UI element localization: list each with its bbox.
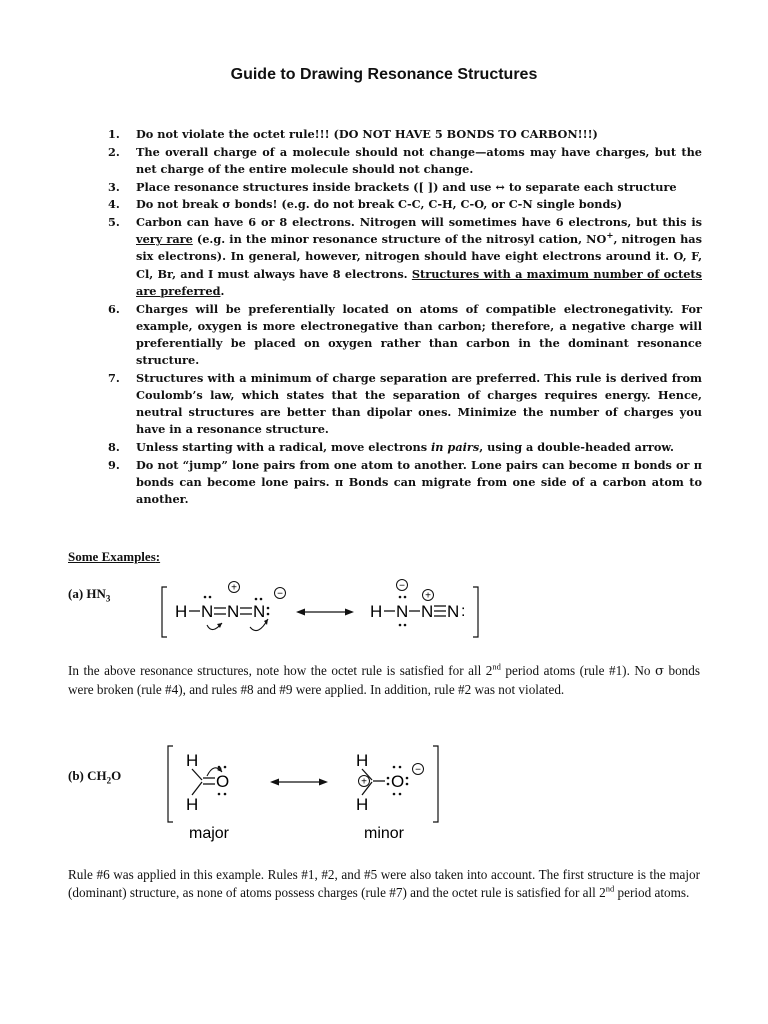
- left-h-atom: H: [175, 602, 188, 621]
- rule-number: 2.: [108, 144, 120, 159]
- right-minus-charge: −: [399, 580, 405, 592]
- right-lone-pair: :: [461, 603, 466, 620]
- superscript: nd: [492, 661, 501, 672]
- rule-item: [108, 144, 702, 178]
- ch2o-resonance-diagram: [160, 742, 450, 844]
- lone-pair-dot: [209, 596, 212, 599]
- right-plus-charge: +: [425, 590, 431, 602]
- superscript: nd: [605, 883, 615, 894]
- rule-text: .: [220, 283, 225, 298]
- lone-pair-dot: [267, 613, 270, 616]
- right-plus-charge: +: [361, 776, 367, 788]
- lone-pair-dot: [255, 598, 258, 601]
- rule-item: [108, 179, 702, 196]
- left-bracket: [162, 587, 167, 637]
- rule-text: Place resonance structures inside brackets ([ ]) and use ↔ to separate each structure: [136, 179, 677, 194]
- left-h-bottom-atom: H: [186, 795, 199, 814]
- lone-pair-dot: [267, 607, 270, 610]
- rule-item: [108, 214, 702, 300]
- rule-text: Do not break: [136, 197, 223, 212]
- lone-pair-dot: [224, 766, 227, 769]
- rule-text: bonds! (e.g. do not break C-C, C-H, C-O, or C-N single bonds): [230, 197, 623, 212]
- rule-text: bonds can become lone pairs.: [136, 475, 336, 490]
- rule-text: Bonds can migrate from one side of a carbon atom to another.: [136, 475, 702, 507]
- right-n1-atom: N: [396, 602, 409, 621]
- lone-pair-dot: [260, 598, 263, 601]
- lone-pair-dot: [399, 766, 402, 769]
- right-n2-atom: N: [421, 602, 434, 621]
- lone-pair-dot: [387, 777, 390, 780]
- rule-number: 6.: [108, 301, 120, 316]
- example-a-label-text: (a) HN: [68, 586, 106, 601]
- right-h-bottom-atom: H: [356, 795, 369, 814]
- rule-text: Unless starting with a radical, move electrons: [136, 440, 431, 455]
- lone-pair-dot: [406, 777, 409, 780]
- italic-text: in pairs: [430, 440, 480, 455]
- lone-pair-dot: [399, 624, 402, 627]
- right-bracket: [473, 587, 478, 637]
- underlined-text: very rare: [136, 232, 193, 247]
- hn3-resonance-diagram: [150, 575, 490, 645]
- left-h-top-atom: H: [186, 751, 199, 770]
- examples-heading: [68, 549, 160, 565]
- sigma-symbol: σ: [222, 197, 231, 212]
- page-title: Guide to Drawing Resonance Structures: [230, 66, 538, 83]
- lone-pair-dot: [387, 783, 390, 786]
- rule-text: Carbon can have 6 or 8 electrons. Nitrogen will sometimes have 6 electrons, but this is: [136, 215, 702, 230]
- lone-pair-dot: [393, 793, 396, 796]
- superscript: +: [606, 231, 614, 242]
- rule-item: [108, 457, 702, 509]
- pi-symbol: π: [693, 457, 702, 472]
- example-a-label-subscript: 3: [105, 593, 111, 604]
- paragraph-text: period atoms (rule #1). No: [500, 663, 655, 678]
- resonance-arrowhead-right: [345, 609, 354, 616]
- rule-number: 3.: [108, 179, 120, 194]
- rule-number: 8.: [108, 440, 120, 455]
- example-b-label-text: (b) CH: [68, 768, 107, 783]
- rule-item: [108, 126, 702, 143]
- lone-pair-dot: [399, 793, 402, 796]
- paragraph-text: Rule #6 was applied in this example. Rules #1, #2, and #5 were also taken into account. The first structure is the major (dominant) structure, as none of atoms possess charges (rule #7) and the octet rule is satisfied for all 2: [68, 867, 700, 900]
- paragraph-a: [68, 662, 700, 699]
- examples-heading-text: Some Examples: [68, 549, 156, 564]
- left-bracket: [168, 746, 173, 822]
- rule-text: bonds or: [629, 457, 694, 472]
- rule-number: 4.: [108, 197, 120, 212]
- lone-pair-dot: [204, 596, 207, 599]
- resonance-arrowhead-right: [319, 779, 328, 786]
- right-minus-charge: −: [415, 764, 421, 776]
- left-o-atom: O: [216, 772, 230, 791]
- ch-bond-top: [192, 769, 202, 780]
- minor-caption: minor: [364, 825, 405, 842]
- lone-pair-dot: [404, 624, 407, 627]
- lone-pair-dot: [404, 596, 407, 599]
- lone-pair-dot: [224, 793, 227, 796]
- left-plus-charge: +: [231, 582, 237, 594]
- lone-pair-dot: [218, 793, 221, 796]
- rule-number: 1.: [108, 127, 120, 141]
- rule-text: Structures with a minimum of charge separation are preferred. This rule is derived from Coulomb’s law, which states that the separation of charges requires energy. Hence, neutral structures are better than dipolar ones. Minimize the number of charges you have in a resonance structure.: [136, 370, 702, 437]
- rule-item: [108, 370, 702, 439]
- examples-heading-colon: :: [155, 549, 161, 564]
- rules-list: [108, 126, 702, 509]
- lone-pair-dot: [399, 596, 402, 599]
- rule-item: [108, 196, 702, 213]
- lone-pair-dot: [393, 766, 396, 769]
- rule-text: , using a double-headed arrow.: [479, 440, 674, 455]
- right-n3-atom: N: [447, 602, 460, 621]
- example-b-label-subscript: 2: [106, 775, 112, 786]
- right-h-atom: H: [370, 602, 383, 621]
- example-a-label: [68, 586, 110, 604]
- example-b-label-text: O: [111, 768, 122, 783]
- right-bracket: [433, 746, 438, 822]
- rule-text: (e.g. in the minor resonance structure of the nitrosyl cation, NO: [192, 232, 607, 247]
- right-h-top-atom: H: [356, 751, 369, 770]
- rule-item: [108, 301, 702, 370]
- rule-item: [108, 439, 702, 456]
- rule-text: Do not violate the octet rule!!! (DO NOT HAVE 5 BONDS TO CARBON!!!): [136, 127, 598, 141]
- paragraph-text: period atoms.: [614, 885, 690, 900]
- paragraph-b: [68, 866, 700, 902]
- rule-number: 7.: [108, 370, 120, 385]
- rule-text: Charges will be preferentially located on atoms of compatible electronegativity. For example, oxygen is more electronegative than carbon; therefore, a negative charge will preferentially be placed on oxygen rather than carbon in the dominant resonance structure.: [136, 301, 702, 368]
- rule-number: 5.: [108, 215, 120, 230]
- left-minus-charge: −: [277, 588, 283, 600]
- rule-text: , nitrogen has six electrons). In general, however, nitrogen should have eight electrons around it. O, F, Cl, Br, and I must always have 8 electrons.: [136, 232, 702, 281]
- paragraph-text: In the above resonance structures, note how the octet rule is satisfied for all 2: [68, 663, 493, 678]
- pi-symbol: π: [621, 457, 630, 472]
- sigma-symbol: σ: [654, 664, 664, 679]
- paragraph-text: bonds were broken (rule #4), and rules #8 and #9 were applied. In addition, rule #2 was not violated.: [68, 663, 701, 697]
- rule-text: The overall charge of a molecule should not change—atoms may have charges, but the net charge of the entire molecule should not change.: [136, 144, 702, 176]
- underlined-text: Structures with a maximum number of octets are preferred: [136, 266, 702, 298]
- rule-text: Do not “jump” lone pairs from one atom to another. Lone pairs can become: [136, 457, 622, 472]
- left-n1-atom: N: [201, 602, 214, 621]
- resonance-arrowhead-left: [270, 779, 279, 786]
- ch-bond-bottom: [192, 782, 202, 795]
- right-o-atom: O: [391, 772, 405, 791]
- left-n3-atom: N: [253, 602, 266, 621]
- resonance-arrowhead-left: [296, 609, 305, 616]
- left-n2-atom: N: [227, 602, 240, 621]
- rule-number: 9.: [108, 457, 120, 472]
- example-b-label: [68, 768, 121, 786]
- pi-symbol: π: [335, 475, 344, 490]
- lone-pair-dot: [406, 783, 409, 786]
- major-caption: major: [189, 825, 230, 842]
